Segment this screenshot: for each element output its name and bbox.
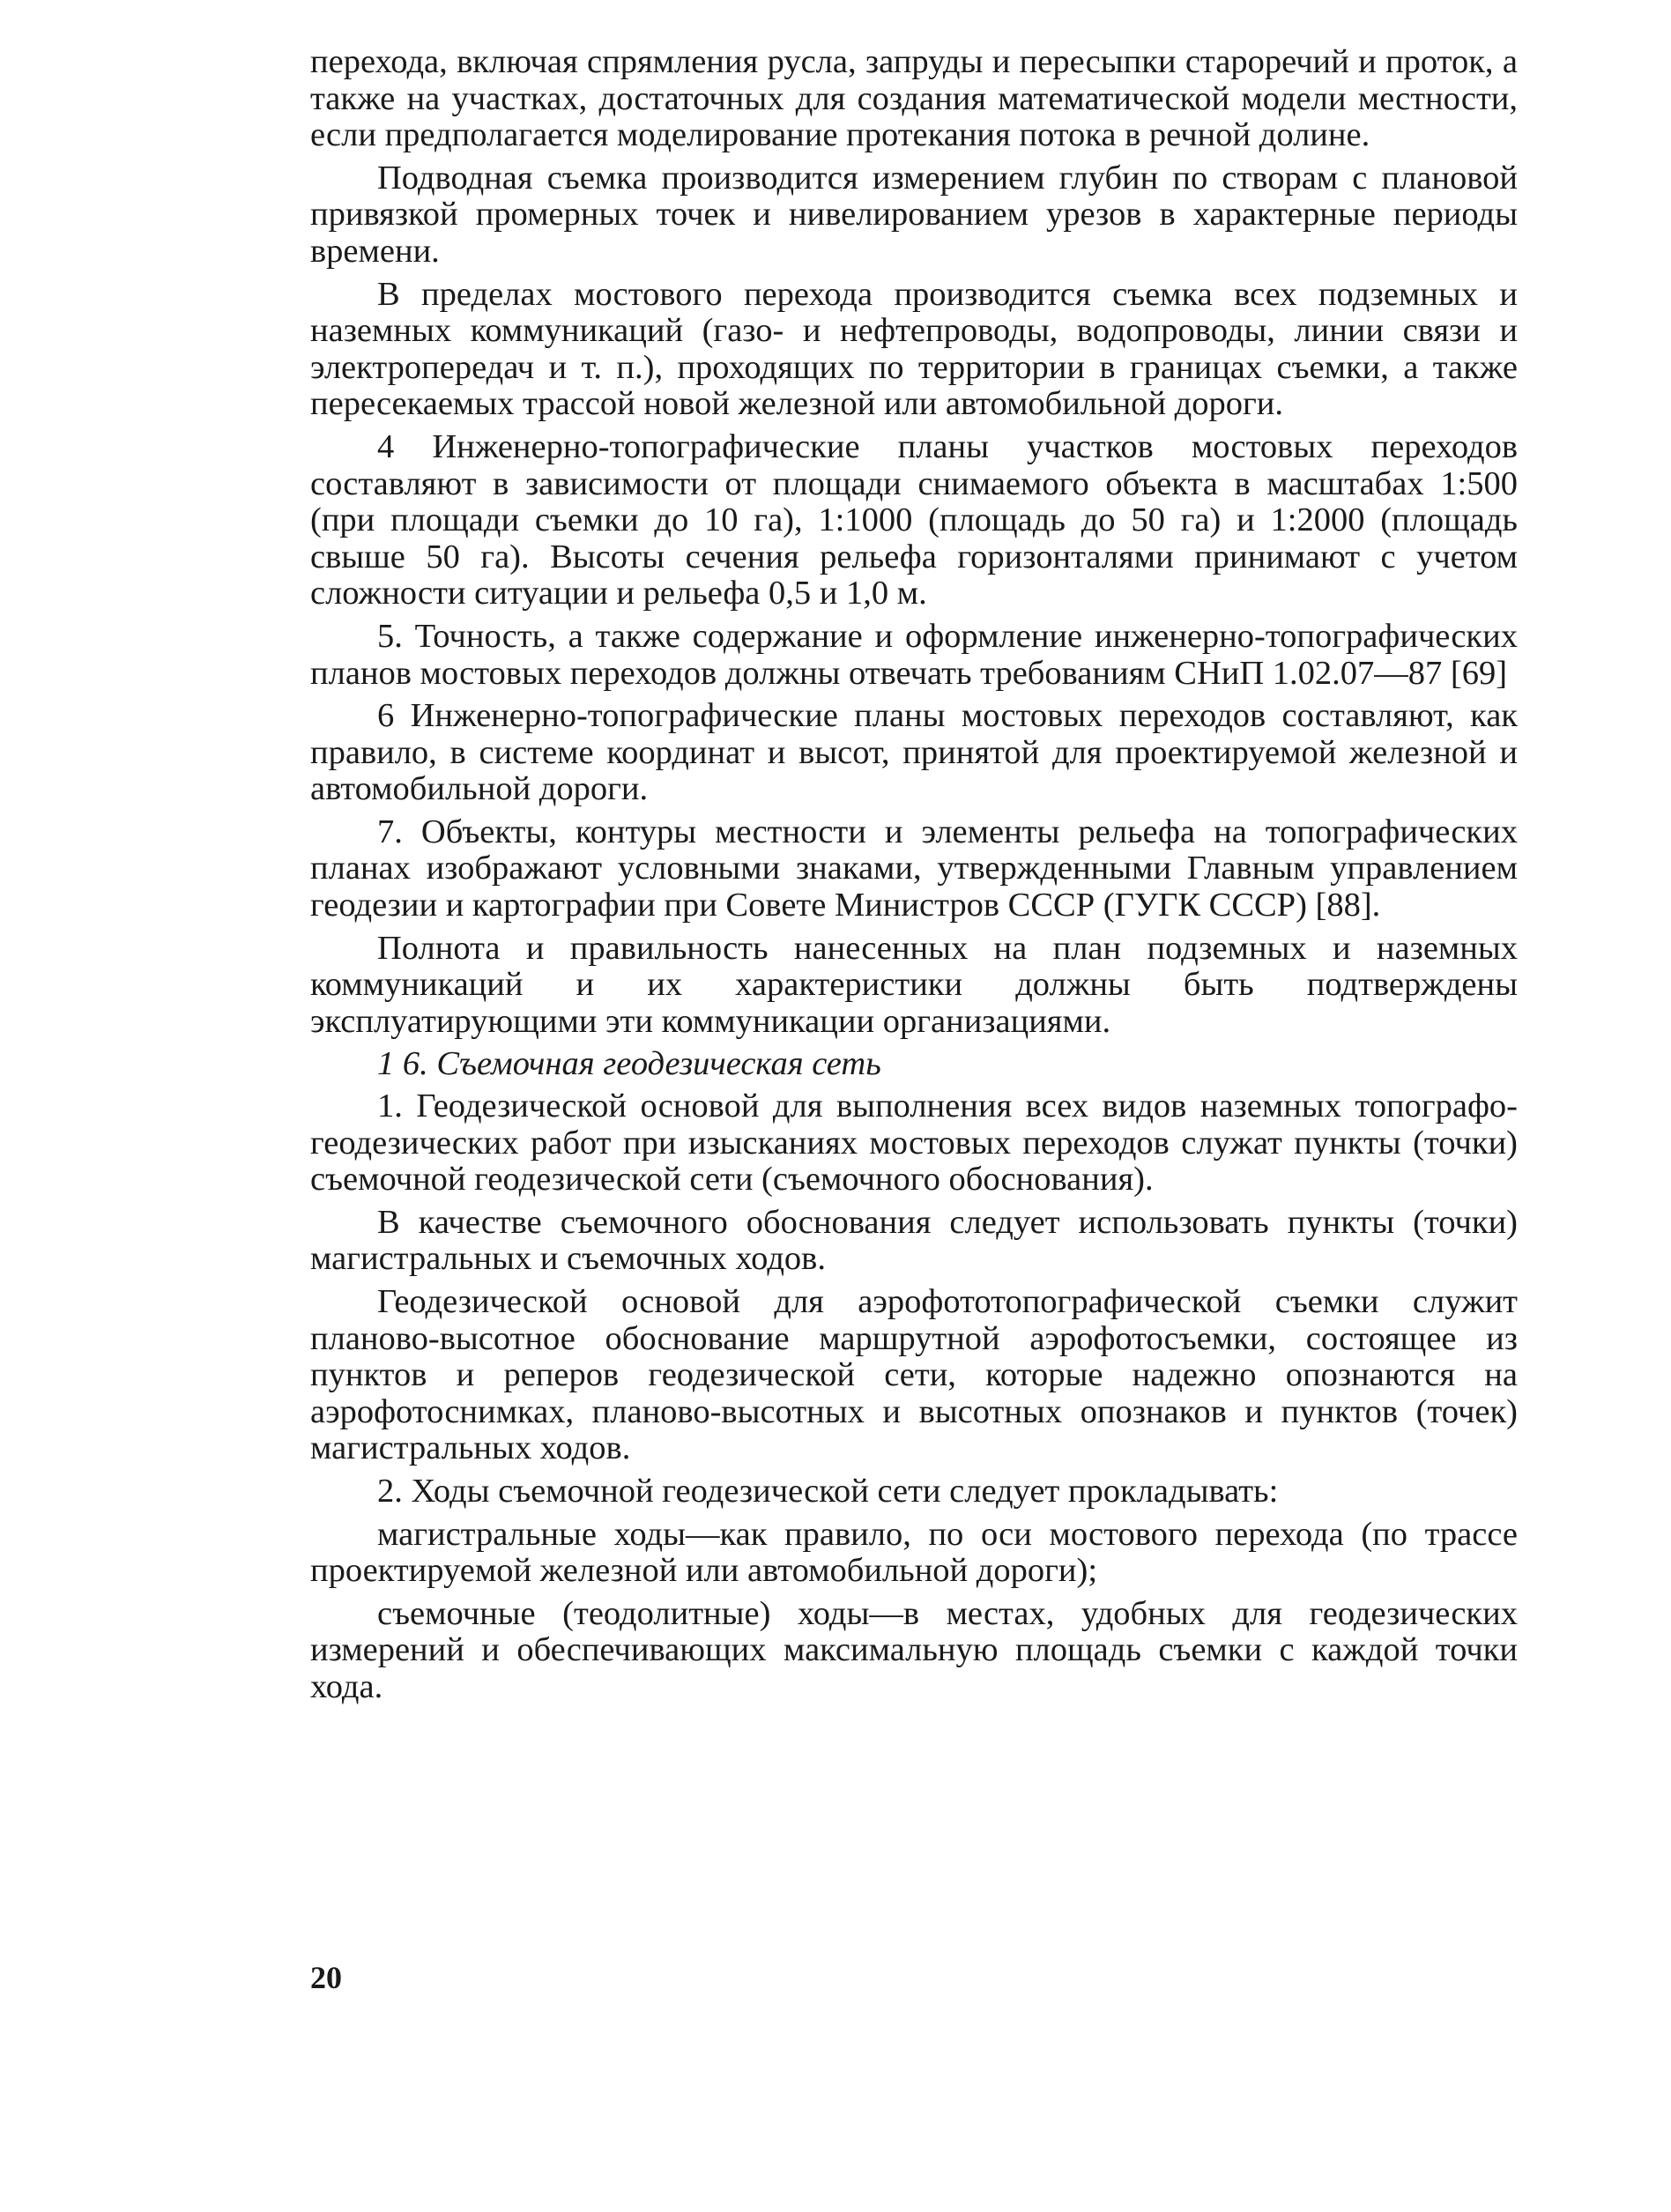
paragraph: магистральные ходы—как правило, по оси мостового перехода (по трассе проектируемой железной или автомобильной дороги); xyxy=(310,1515,1518,1590)
paragraph: 7. Объекты, контуры местности и элементы рельефа на топографических планах изображают условными знаками, утвержденными Главным управлением геодезии и картографии при Совете Министров СССР (ГУГК СССР) [88]. xyxy=(310,813,1518,924)
paragraph: 4 Инженерно-топографические планы участков мостовых переходов составляют в зависимости от площади снимаемого объекта в масштабах 1:500 (при площади съемки до 10 га), 1:1000 (площадь до 50 га) и 1:2000 (площадь свыше 50 га). Высоты сечения рельефа горизонталями принимают с учетом сложности ситуации и рельефа 0,5 и 1,0 м. xyxy=(310,427,1518,612)
paragraph: Геодезической основой для аэрофототопографической съемки служит планово-высотное обоснование маршрутной аэрофотосъемки, состоящее из пунктов и реперов геодезической сети, которые надежно опознаются на аэрофотоснимках, планово-высотных и высотных опознаков и пунктов (точек) магистральных ходов. xyxy=(310,1283,1518,1467)
paragraph: Подводная съемка производится измерением глубин по створам с плановой привязкой промерных точек и нивелированием урезов в характерные периоды времени. xyxy=(310,159,1518,270)
paragraph: Полнота и правильность нанесенных на план подземных и наземных коммуникаций и их характеристики должны быть подтверждены эксплуатирующими эти коммуникации организациями. xyxy=(310,929,1518,1040)
paragraph: съемочные (теодолитные) ходы—в местах, удобных для геодезических измерений и обеспечивающих максимальную площадь съемки с каждой точки хода. xyxy=(310,1594,1518,1705)
paragraph: 6 Инженерно-топографические планы мостовых переходов составляют, как правило, в системе координат и высот, принятой для проектируемой железной и автомобильной дороги. xyxy=(310,697,1518,808)
paragraph: 2. Ходы съемочной геодезической сети следует прокладывать: xyxy=(377,1472,1279,1510)
section-heading: 1 6. Съемочная геодезическая сеть xyxy=(377,1045,881,1083)
document-page xyxy=(310,44,1518,1712)
paragraph: 1. Геодезической основой для выполнения всех видов наземных топографо-геодезических работ при изысканиях мостовых переходов служат пункты (точки) съемочной геодезической сети (съемочного обоснования). xyxy=(310,1087,1518,1199)
paragraph: перехода, включая спрямления русла, запруды и пересыпки староречий и проток, а также на участках, достаточных для создания математической модели местности, если предполагается моделирование протекания потока в речной долине. xyxy=(310,43,1518,154)
paragraph: В пределах мостового перехода производится съемка всех подземных и наземных коммуникаций (газо- и нефтепроводы, водопроводы, линии связи и электропередач и т. п.), проходящих по территории в границах съемки, а также пересекаемых трассой новой железной или автомобильной дороги. xyxy=(310,275,1518,423)
paragraph: В качестве съемочного обоснования следует использовать пункты (точки) магистральных и съемочных ходов. xyxy=(310,1203,1518,1278)
paragraph: 5. Точность, а также содержание и оформление инженерно-топографических планов мостовых переходов должны отвечать требованиям СНиП 1.02.07—87 [69] xyxy=(310,617,1518,692)
page-number: 20 xyxy=(310,1960,342,1995)
